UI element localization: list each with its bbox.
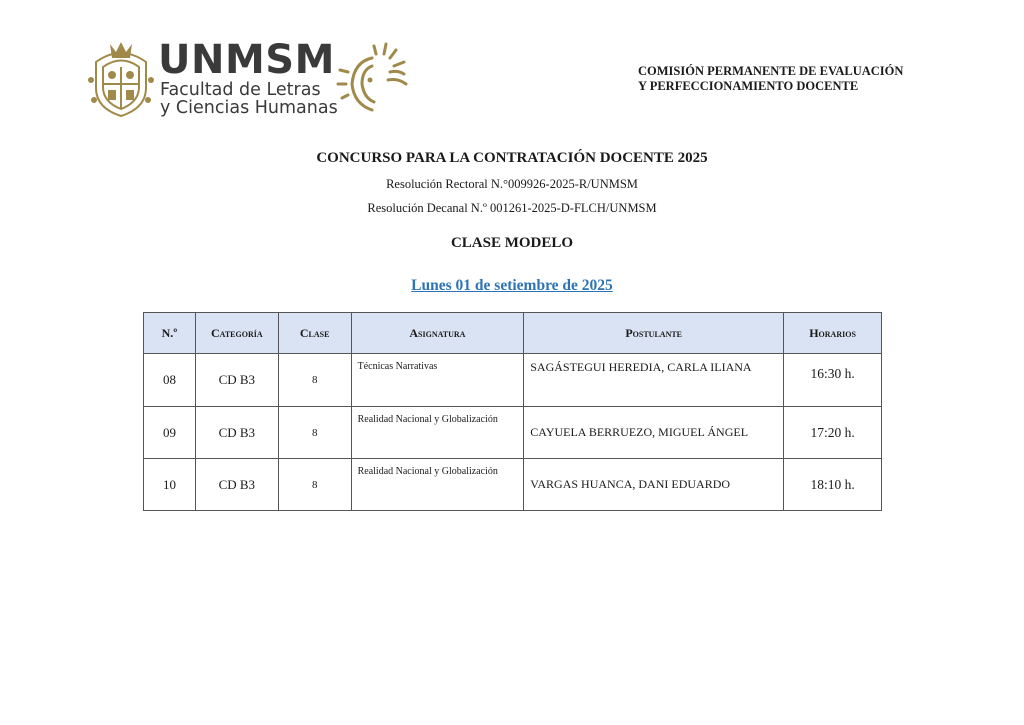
header-class: Clase [278,313,351,354]
logo-subtitle-line1: Facultad de Letras [160,80,321,100]
row-subject: Técnicas Narrativas [351,354,524,407]
resolution-decanal: Resolución Decanal N.º 001261-2025-D-FLCH/UNMSM [367,201,657,215]
row-class: 8 [278,407,351,459]
row-applicant: SAGÁSTEGUI HEREDIA, CARLA ILIANA [524,354,784,407]
university-seal-icon [86,40,156,120]
row-category: CD B3 [195,459,278,511]
commission-name [638,64,903,94]
sun-face-icon [334,40,414,120]
row-number: 10 [144,459,196,511]
row-subject: Realidad Nacional y Globalización [351,407,524,459]
commission-line2: Y PERFECCIONAMIENTO DOCENTE [638,79,859,93]
row-time: 16:30 h. [784,354,882,407]
contest-title: CONCURSO PARA LA CONTRATACIÓN DOCENTE 2025 [316,150,708,166]
schedule-table [143,312,882,511]
logo-subtitle-line2: y Ciencias Humanas [160,98,338,118]
header-applicant: Postulante [524,313,784,354]
commission-line1: COMISIÓN PERMANENTE DE EVALUACIÓN [638,64,904,78]
header-subject: Asignatura [351,313,524,354]
resolution-rectoral: Resolución Rectoral N.°009926-2025-R/UNMSM [386,177,638,191]
table-row [144,407,882,459]
row-class: 8 [278,354,351,407]
row-applicant: VARGAS HUANCA, DANI EDUARDO [524,459,784,511]
header-category: Categoría [195,313,278,354]
row-number: 08 [144,354,196,407]
row-time: 17:20 h. [784,407,882,459]
faculty-logo [86,37,416,122]
table-row [144,354,882,407]
row-number: 09 [144,407,196,459]
logo-title: UNMSM [158,37,335,83]
row-class: 8 [278,459,351,511]
table-header-row [144,313,882,354]
row-category: CD B3 [195,407,278,459]
header-number: N.º [144,313,196,354]
row-time: 18:10 h. [784,459,882,511]
date-heading: Lunes 01 de setiembre de 2025 [411,277,613,294]
table-row [144,459,882,511]
row-category: CD B3 [195,354,278,407]
header-schedule: Horarios [784,313,882,354]
section-title: CLASE MODELO [450,235,574,251]
row-subject: Realidad Nacional y Globalización [351,459,524,511]
row-applicant: CAYUELA BERRUEZO, MIGUEL ÁNGEL [524,407,784,459]
